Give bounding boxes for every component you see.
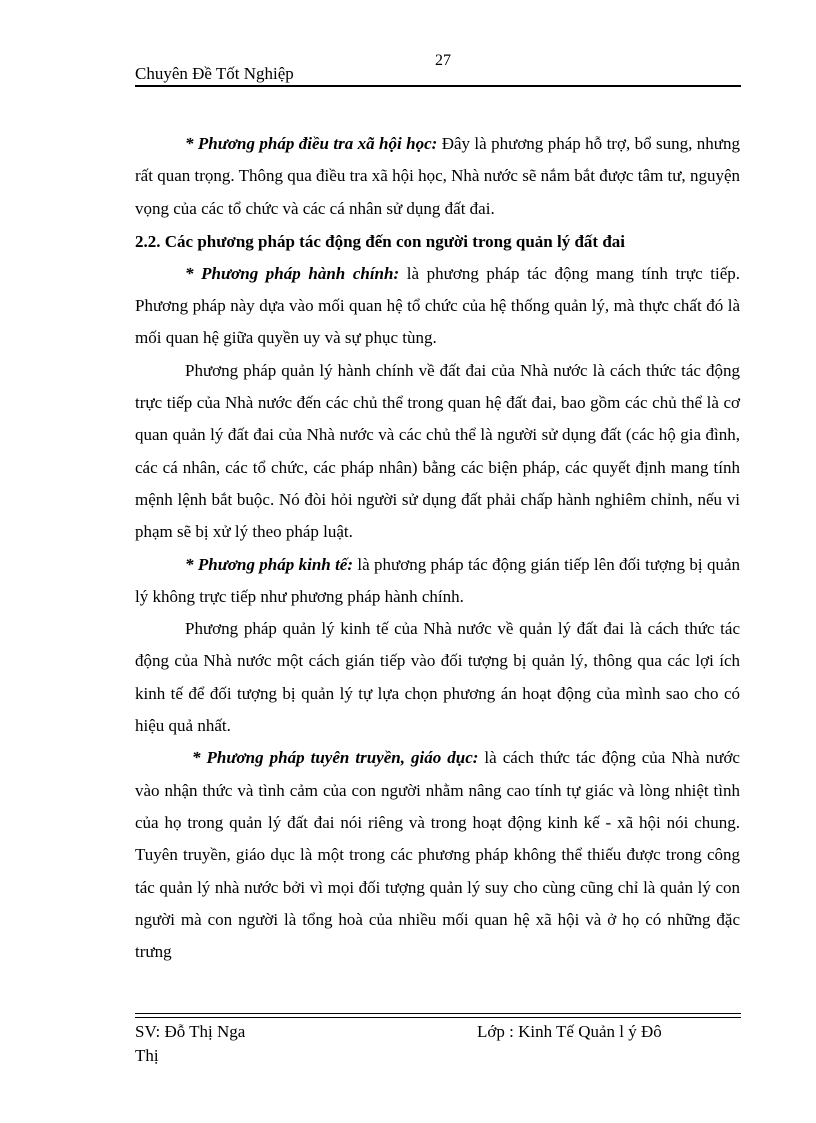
header-rule	[135, 85, 741, 87]
paragraph-education-method	[135, 742, 740, 968]
text-economic-method: là phương pháp tác động gián tiếp lên đối tượng bị quản lý không trực tiếp như phương pháp hành chính.	[135, 554, 741, 606]
text-survey-method: Đây là phương pháp hỗ trợ, bổ sung, nhưng rất quan trọng. Thông qua điều tra xã hội học, Nhà nước sẽ nắm bắt được tâm tư, nguyện vọng của các tổ chức và các cá nhân sử dụng đất đai.	[135, 134, 740, 218]
text-education-method: là cách thức tác động của Nhà nước vào nhận thức và tình cảm của con người nhằm nâng cao tính tự giác và lòng nhiệt tình của họ trong quản lý đất đai nói riêng và trong hoạt động kinh kế - xã hội nói chung. Tuyên truyền, giáo dục là một trong các phương pháp không thể thiếu được trong công tác quản lý nhà nước bởi vì mọi đối tượng quản lý suy cho cùng cũng chỉ là quản lý con người mà con người là tổng hoà của nhiều mối quan hệ xã hội và ở họ có những đặc trưng	[135, 748, 740, 962]
lead-economic-method: * Phương pháp kinh tế:	[185, 554, 354, 574]
lead-survey-method: * Phương pháp điều tra xã hội học:	[185, 134, 438, 153]
section-heading: 2.2. Các phương pháp tác động đến con người trong quản lý đất đai	[135, 231, 626, 251]
lead-administrative-method: * Phương pháp hành chính:	[185, 263, 400, 283]
lead-education-method: * Phương pháp tuyên truyền, giáo dục:	[192, 748, 479, 768]
paragraph-administrative-detail: Phương pháp quản lý hành chính về đất đai của Nhà nước là cách thức tác động trực tiếp của Nhà nước đến các chủ thể trong quan hệ đất đai, bao gồm các chủ thể là cơ quan quản lý đất đai của Nhà nước và các chủ thể là người sử dụng đất (các hộ gia đình, các cá nhân, các tổ chức, các pháp nhân) bằng các biện pháp, các quyết định mang tính mệnh lệnh bắt buộc. Nó đòi hỏi người sử dụng đất phải chấp hành nghiêm chỉnh, nếu vi phạm sẽ bị xử lý theo pháp luật.	[135, 360, 740, 542]
paragraph-economic-detail: Phương pháp quản lý kinh tế của Nhà nước về quản lý đất đai là cách thức tác động của Nhà nước một cách gián tiếp vào đối tượng bị quản lý, thông qua các lợi ích kinh tế để đối tượng bị quản lý tự lựa chọn phương án hoạt động của mình sao cho có hiệu quả nhất.	[135, 619, 740, 736]
text-administrative-method: là phương pháp tác động mang tính trực tiếp. Phương pháp này dựa vào mối quan hệ tổ chức của hệ thống quản lý, mà thực chất đó là mối quan hệ giữa quyền uy và sự phục tùng.	[135, 263, 741, 348]
paragraph-administrative-method	[135, 258, 740, 355]
footer-student-name-cont: Thị	[135, 1046, 159, 1065]
page-number: 27	[435, 52, 451, 69]
footer-class: Lớp : Kinh Tế Quản l ý Đô	[477, 1022, 662, 1041]
header-title: Chuyên Đề Tốt Nghiệp	[135, 64, 294, 83]
footer-student-name: SV: Đỗ Thị Nga	[135, 1022, 246, 1041]
paragraph-economic-method	[135, 549, 740, 614]
document-body	[135, 128, 740, 968]
footer-rule	[135, 1013, 741, 1018]
paragraph-survey-method	[135, 128, 740, 225]
footer-student	[135, 1020, 245, 1068]
